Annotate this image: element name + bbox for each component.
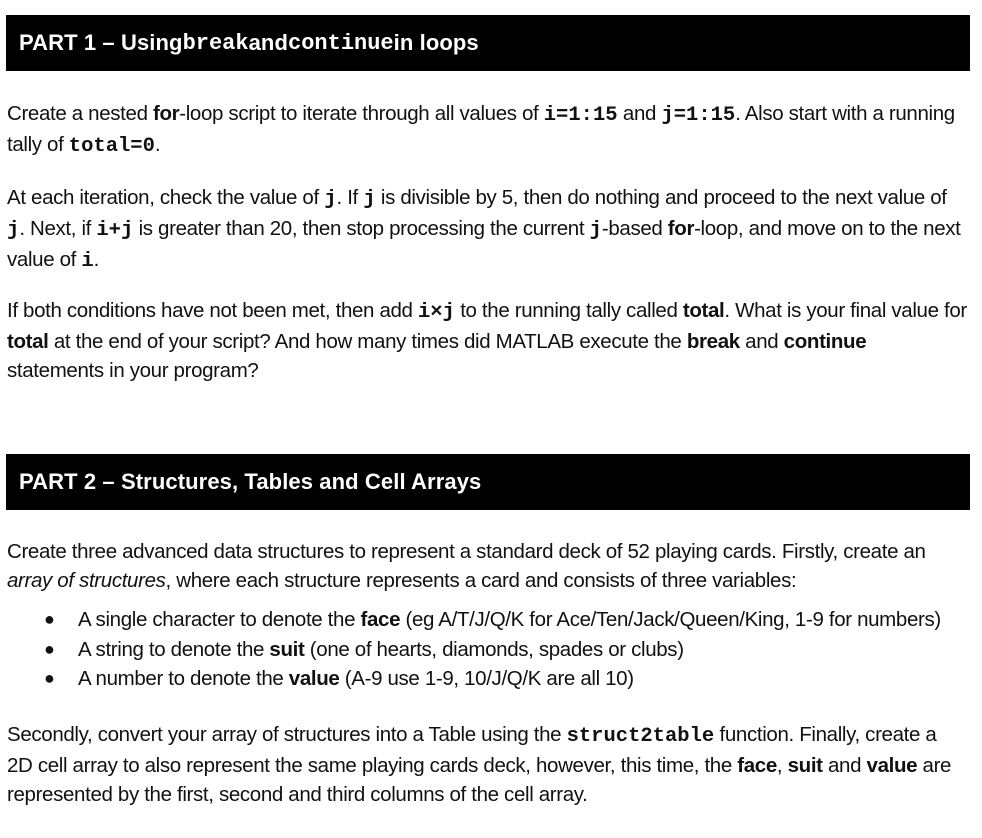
bold-break: break	[686, 330, 740, 353]
bold-face: face	[737, 754, 777, 777]
text: At each iteration, check the value of	[7, 186, 325, 209]
text: If both conditions have not been met, then add	[7, 299, 418, 322]
text: and	[739, 330, 784, 353]
bullet-icon: ●	[44, 638, 55, 659]
code-j: j	[324, 188, 337, 211]
text: is divisible by 5, then do nothing and proceed to the next value of	[375, 186, 947, 209]
text: to the running tally called	[454, 299, 683, 322]
text: ,	[776, 754, 788, 777]
bold-for: for	[152, 102, 180, 125]
code-i: i	[81, 250, 94, 273]
card-fields-list	[7, 605, 967, 694]
part1-heading-text-b: in loops	[393, 30, 479, 55]
text: A number to denote the	[78, 667, 289, 690]
text: , where each structure represents a card and consists of three variables:	[165, 569, 797, 592]
part1-paragraph-1	[7, 99, 967, 161]
bullet-icon: ●	[44, 668, 55, 688]
bold-suit: suit	[787, 754, 823, 777]
text: -loop, and move on to the next value of	[7, 217, 961, 271]
code-j: j	[363, 188, 376, 211]
text: -loop script to iterate through all values of	[179, 102, 544, 125]
part1-heading-code-continue: continue	[288, 30, 394, 56]
bold-value: value	[288, 667, 340, 690]
code-i-times-j: i×j	[417, 301, 455, 324]
text: are represented by the first, second and third columns of the cell array.	[7, 754, 952, 806]
list-item	[7, 664, 967, 694]
part2-heading-text: PART 2 – Structures, Tables and Cell Arrays	[19, 469, 482, 494]
text: . Also start with a running tally of	[7, 102, 955, 156]
code-j: j	[7, 219, 20, 242]
text: .	[154, 133, 161, 156]
text: A single character to denote the	[78, 608, 361, 631]
part1-heading-code-break: break	[182, 30, 249, 56]
code-struct2table: struct2table	[566, 725, 715, 748]
part1-heading-text-and: and	[248, 30, 289, 55]
text: and	[617, 102, 662, 125]
text: at the end of your script? And how many times did MATLAB execute the	[48, 330, 687, 353]
text: statements in your program?	[7, 359, 259, 382]
part1-paragraph-2	[7, 183, 967, 276]
text: . If	[336, 186, 364, 209]
text: A string to denote the	[78, 637, 270, 661]
code-total-init: total=0	[68, 135, 155, 158]
bold-value: value	[866, 754, 918, 777]
text: and	[822, 754, 867, 777]
text: (one of hearts, diamonds, spades or clubs)	[304, 637, 684, 661]
text: . Next, if	[19, 217, 97, 240]
part2-paragraph-2	[7, 720, 967, 809]
code-i-plus-j: i+j	[96, 219, 134, 242]
part1-paragraph-3	[7, 296, 967, 385]
bold-total: total	[7, 330, 49, 353]
text: Create a nested	[7, 102, 153, 125]
list-item	[7, 635, 967, 665]
bold-total: total	[682, 299, 725, 322]
text: (eg A/T/J/Q/K for Ace/Ten/Jack/Queen/King, 1-9 for numbers)	[400, 608, 941, 631]
code-i-range: i=1:15	[543, 104, 618, 127]
bold-continue: continue	[783, 330, 867, 353]
part2-heading	[6, 454, 970, 510]
bold-face: face	[360, 608, 401, 631]
text: is greater than 20, then stop processing the current	[133, 217, 590, 240]
bullet-icon: ●	[44, 609, 55, 629]
bold-suit: suit	[269, 637, 305, 661]
list-item	[7, 605, 967, 635]
code-j-range: j=1:15	[661, 104, 736, 127]
text: -based	[601, 217, 668, 240]
text: Create three advanced data structures to represent a standard deck of 52 playing cards. Firstly, create an	[7, 540, 926, 563]
text: . What is your final value for	[724, 299, 967, 322]
part2-paragraph-1	[7, 537, 967, 595]
text: function. Finally, create a 2D cell array to also represent the same playing cards deck, however, this time, the	[7, 723, 937, 777]
text: Secondly, convert your array of structures into a Table using the	[7, 723, 567, 746]
code-j: j	[589, 219, 602, 242]
text: .	[93, 248, 100, 271]
part1-heading	[6, 15, 970, 71]
bold-for: for	[667, 217, 695, 240]
part1-heading-text-a: PART 1 – Using	[19, 30, 183, 55]
text: (A-9 use 1-9, 10/J/Q/K are all 10)	[339, 667, 634, 690]
italic-array-of-structures: array of structures	[7, 569, 166, 592]
